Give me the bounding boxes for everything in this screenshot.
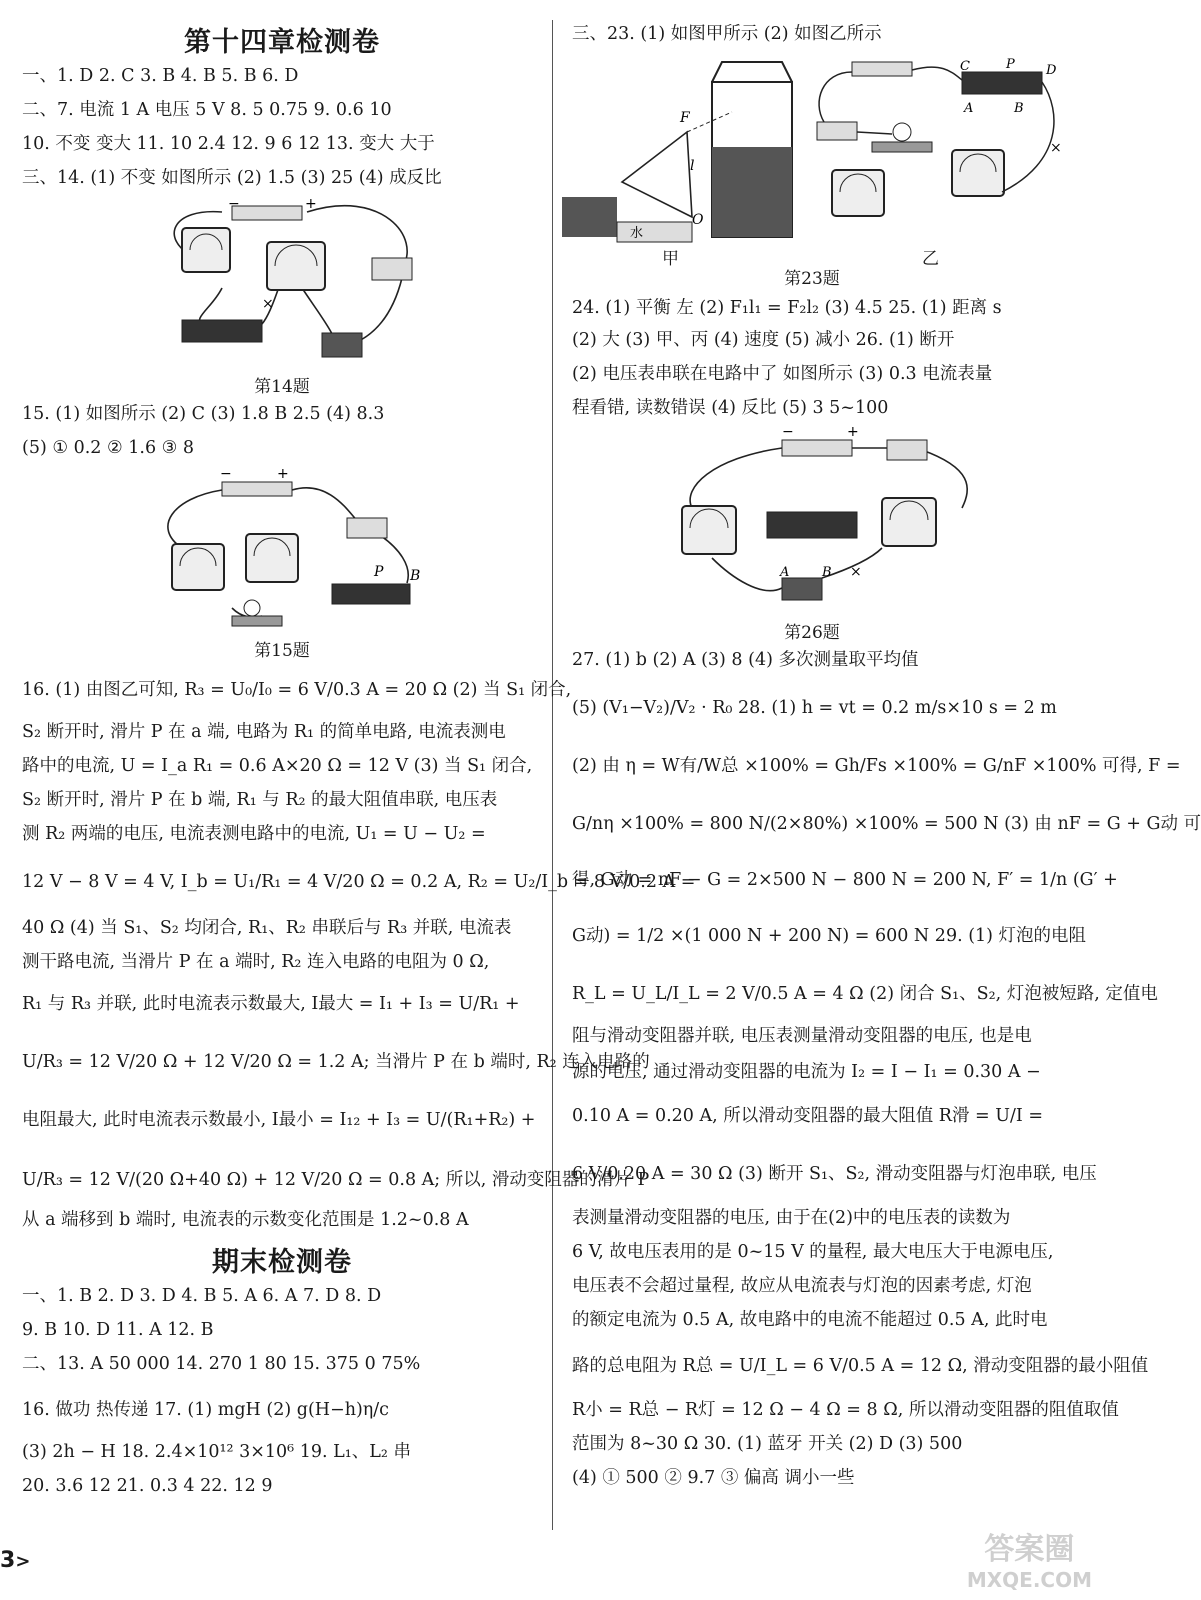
answer-line: 三、23. (1) 如图甲所示 (2) 如图乙所示 <box>572 24 882 44</box>
answer-line: 阻与滑动变阻器并联, 电压表测量滑动变阻器的电压, 也是电 <box>572 1026 1032 1046</box>
svg-text:D: D <box>1046 63 1057 78</box>
answer-line: 测干路电流, 当滑片 P 在 a 端时, R₂ 连入电路的电阻为 0 Ω, <box>22 952 490 972</box>
svg-text:+: + <box>847 424 859 440</box>
answer-line: (2) 电压表串联在电路中了 如图所示 (3) 0.3 电流表量 <box>572 364 993 384</box>
answer-line: (2) 由 η = W有/W总 ×100% = Gh/Fs ×100% = G/nF ×100% 可得, F = <box>572 756 1181 776</box>
answer-line: R₁ 与 R₃ 并联, 此时电流表示数最大, I最大 = I₁ + I₃ = U/R₁ + <box>22 994 520 1014</box>
answer-line: 二、7. 电流 1 A 电压 5 V 8. 5 0.75 9. 0.6 10 <box>22 100 392 120</box>
answer-line: 电压表不会超过量程, 故应从电流表与灯泡的因素考虑, 灯泡 <box>572 1276 1032 1296</box>
circuit-figure-15 <box>152 468 442 638</box>
answer-line: G动) = 1/2 ×(1 000 N + 200 N) = 600 N 29. (1) 灯泡的电阻 <box>572 926 1087 946</box>
svg-text:×: × <box>850 564 862 580</box>
answer-line: (5) (V₁−V₂)/V₂ · R₀ 28. (1) h = vt = 0.2 m/s×10 s = 2 m <box>572 698 1057 718</box>
answer-line: R小 = R总 − R灯 = 12 Ω − 4 Ω = 8 Ω, 所以滑动变阻器的阻值取值 <box>572 1400 1119 1420</box>
answer-line: 6 V/0.20 A = 30 Ω (3) 断开 S₁、S₂, 滑动变阻器与灯泡串联, 电压 <box>572 1164 1097 1184</box>
svg-text:×: × <box>1050 140 1062 156</box>
answer-line: R_L = U_L/I_L = 2 V/0.5 A = 4 Ω (2) 闭合 S₁、S₂, 灯泡被短路, 定值电 <box>572 984 1158 1004</box>
svg-text:O: O <box>692 212 704 228</box>
answer-line: 一、1. B 2. D 3. D 4. B 5. A 6. A 7. D 8. D <box>22 1286 382 1306</box>
answer-line: 表测量滑动变阻器的电压, 由于在(2)中的电压表的读数为 <box>572 1208 1011 1228</box>
answer-line: 40 Ω (4) 当 S₁、S₂ 均闭合, R₁、R₂ 串联后与 R₃ 并联, 电流表 <box>22 918 512 938</box>
svg-text:+: + <box>277 466 289 482</box>
answer-line: U/R₃ = 12 V/(20 Ω+40 Ω) + 12 V/20 Ω = 0.8 A; 所以, 滑动变阻器的滑片 P <box>22 1170 650 1190</box>
answer-line: (3) 2h − H 18. 2.4×10¹² 3×10⁶ 19. L₁、L₂ 串 <box>22 1442 411 1462</box>
answer-line: (5) ① 0.2 ② 1.6 ③ 8 <box>22 438 195 458</box>
answer-line: 15. (1) 如图所示 (2) C (3) 1.8 B 2.5 (4) 8.3 <box>22 404 385 424</box>
answer-line: 范围为 8~30 Ω 30. (1) 蓝牙 开关 (2) D (3) 500 <box>572 1434 963 1454</box>
answer-line: 16. (1) 由图乙可知, R₃ = U₀/I₀ = 6 V/0.3 A = 20 Ω (2) 当 S₁ 闭合, <box>22 680 572 700</box>
figure-23 <box>562 52 1082 267</box>
answer-line: 二、13. A 50 000 14. 270 1 80 15. 375 0 75% <box>22 1354 421 1374</box>
svg-text:B: B <box>822 565 832 580</box>
svg-text:+: + <box>305 196 317 212</box>
chapter14-title: 第十四章检测卷 <box>184 27 380 58</box>
answer-line: G/nη ×100% = 800 N/(2×80%) ×100% = 500 N (3) 由 nF = G + G动 可 <box>572 814 1201 834</box>
answer-line: 一、1. D 2. C 3. B 4. B 5. B 6. D <box>22 66 299 86</box>
answer-line: 路的总电阻为 R总 = U/I_L = 6 V/0.5 A = 12 Ω, 滑动变阻器的最小阻值 <box>572 1356 1149 1376</box>
answer-line: S₂ 断开时, 滑片 P 在 a 端, 电路为 R₁ 的简单电路, 电流表测电 <box>22 722 506 742</box>
answer-line: S₂ 断开时, 滑片 P 在 b 端, R₁ 与 R₂ 的最大阻值串联, 电压表 <box>22 790 498 810</box>
answer-line: 0.10 A = 0.20 A, 所以滑动变阻器的最大阻值 R滑 = U/I = <box>572 1106 1044 1126</box>
svg-text:C: C <box>960 59 970 74</box>
figure-caption: 第26题 <box>784 623 840 643</box>
svg-text:B: B <box>1014 101 1024 116</box>
answer-line: 12 V − 8 V = 4 V, I_b = U₁/R₁ = 4 V/20 Ω = 0.2 A, R₂ = U₂/I_b = 8 V/0.2 A = <box>22 872 696 892</box>
svg-text:A: A <box>964 101 974 116</box>
svg-text:水: 水 <box>630 226 644 241</box>
figure-label-jia: 甲 <box>662 249 679 269</box>
answer-line: 27. (1) b (2) A (3) 8 (4) 多次测量取平均值 <box>572 650 919 670</box>
answer-line: 源的电压, 通过滑动变阻器的电流为 I₂ = I − I₁ = 0.30 A − <box>572 1062 1041 1082</box>
answer-line: U/R₃ = 12 V/20 Ω + 12 V/20 Ω = 1.2 A; 当滑片 P 在 b 端时, R₂ 连入电路的 <box>22 1052 650 1072</box>
svg-text:P: P <box>374 564 384 580</box>
figure-caption: 第23题 <box>784 269 840 289</box>
watermark-logo: 答案圈 MXQE.COM <box>966 1532 1092 1592</box>
answer-line: 从 a 端移到 b 端时, 电流表的示数变化范围是 1.2~0.8 A <box>22 1210 469 1230</box>
answer-line: (4) ① 500 ② 9.7 ③ 偏高 调小一些 <box>572 1468 855 1488</box>
answer-line: 24. (1) 平衡 左 (2) F₁l₁ = F₂l₂ (3) 4.5 25. (1) 距离 s <box>572 298 1002 318</box>
page-number: 3> <box>0 1548 31 1573</box>
svg-text:F: F <box>680 110 690 126</box>
svg-text:P: P <box>1006 57 1015 72</box>
svg-text:A: A <box>780 565 790 580</box>
answer-line: 的额定电流为 0.5 A, 故电路中的电流不能超过 0.5 A, 此时电 <box>572 1310 1048 1330</box>
column-divider <box>552 20 553 1530</box>
svg-text:−: − <box>220 466 232 482</box>
answer-line: (2) 大 (3) 甲、丙 (4) 速度 (5) 减小 26. (1) 断开 <box>572 330 955 350</box>
answer-line: 16. 做功 热传递 17. (1) mgH (2) g(H−h)η/c <box>22 1400 389 1420</box>
svg-text:B: B <box>410 568 421 584</box>
circuit-figure-14 <box>152 198 442 368</box>
figure-caption: 第14题 <box>254 377 310 397</box>
svg-text:−: − <box>228 196 240 212</box>
answer-line: 测 R₂ 两端的电压, 电流表测电路中的电流, U₁ = U − U₂ = <box>22 824 486 844</box>
answer-line: 电阻最大, 此时电流表示数最小, I最小 = I₁₂ + I₃ = U/(R₁+R₂) + <box>22 1110 536 1130</box>
circuit-figure-26 <box>672 424 992 613</box>
answer-line: 9. B 10. D 11. A 12. B <box>22 1320 214 1340</box>
final-exam-title: 期末检测卷 <box>212 1247 352 1278</box>
svg-text:×: × <box>262 296 274 312</box>
svg-text:−: − <box>782 424 794 440</box>
answer-line: 10. 不变 变大 11. 10 2.4 12. 9 6 12 13. 变大 大于 <box>22 134 435 154</box>
answer-line: 路中的电流, U = I_a R₁ = 0.6 A×20 Ω = 12 V (3) 当 S₁ 闭合, <box>22 756 533 776</box>
figure-caption: 第15题 <box>254 641 310 661</box>
answer-line: 得, G动 = nF − G = 2×500 N − 800 N = 200 N, F′ = 1/n (G′ + <box>572 870 1118 890</box>
svg-text:l: l <box>690 158 695 174</box>
answer-line: 三、14. (1) 不变 如图所示 (2) 1.5 (3) 25 (4) 成反比 <box>22 168 442 188</box>
answer-line: 20. 3.6 12 21. 0.3 4 22. 12 9 <box>22 1476 273 1496</box>
figure-label-yi: 乙 <box>922 249 939 269</box>
answer-line: 6 V, 故电压表用的是 0~15 V 的量程, 最大电压大于电源电压, <box>572 1242 1054 1262</box>
answer-line: 程看错, 读数错误 (4) 反比 (5) 3 5~100 <box>572 398 889 418</box>
